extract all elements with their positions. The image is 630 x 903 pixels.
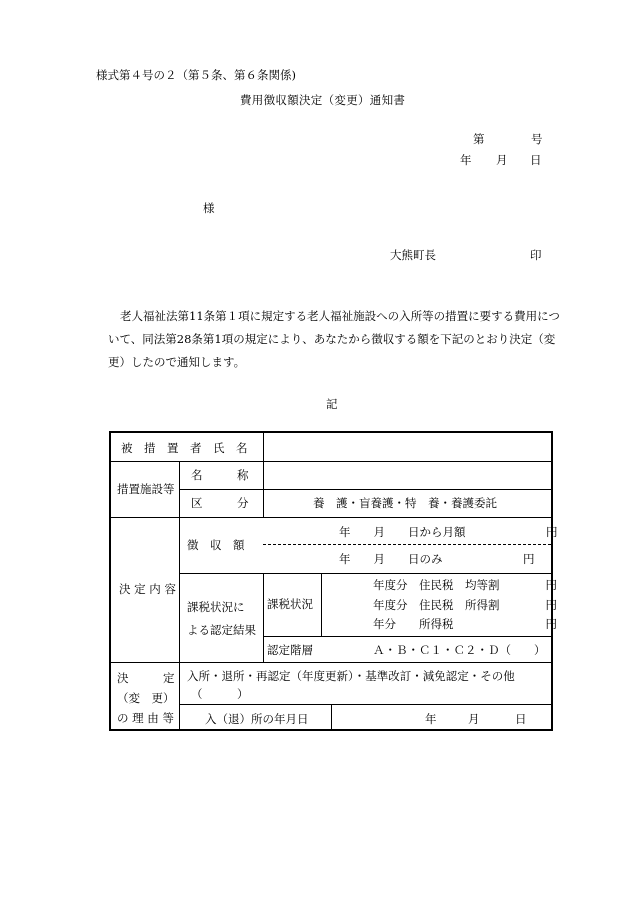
col-line — [321, 573, 322, 636]
reason-label-3: の 理 由 等 — [117, 711, 174, 725]
row-line — [179, 704, 551, 705]
nintei-value: Ａ・Ｂ・Ｃ１・Ｃ２・Ｄ（ ） — [373, 643, 546, 657]
document-title: 費用徴収額決定（変更）通知書 — [240, 93, 406, 107]
entry-day-label: 日 — [515, 712, 527, 726]
decision-label: 決 定 内 容 — [119, 582, 176, 596]
col-line — [331, 704, 332, 729]
row-line — [179, 489, 551, 490]
date-year-label: 年 — [460, 153, 472, 167]
reason-paren: （ ） — [191, 687, 249, 701]
fee-table — [109, 431, 558, 731]
notice-body-text: 老人福祉法第11条第１項に規定する老人福祉施設への入所等の措置に要する費用について、同法第28条第1項の規定により、あなたから徴収する額を下記のとおり決定（変更）したので通知します。 — [108, 309, 560, 369]
nintei-label: 認定階層 — [267, 643, 313, 657]
row-line — [179, 573, 551, 574]
monthly-amount-line: 年 月 日から月額 円 — [339, 525, 558, 539]
name-label: 被 措 置 者 氏 名 — [121, 441, 248, 455]
number-label-dai: 第 — [473, 132, 485, 146]
entry-date-label: 入（退）所の年月日 — [205, 712, 309, 726]
col-line — [263, 433, 264, 461]
date-month-label: 月 — [496, 153, 508, 167]
choshu-label: 徴 収 額 — [187, 538, 245, 552]
row-line — [111, 517, 551, 518]
number-label-go: 号 — [531, 132, 543, 146]
tax-result-label-1: 課税状況に — [187, 600, 245, 614]
row-line — [264, 636, 551, 637]
kubun-value: 養 護・盲養護・特 養・養護委託 — [313, 496, 497, 510]
row-line — [111, 662, 551, 663]
tax-row-1: 年度分 住民税 均等割 円 — [373, 578, 557, 592]
one-time-amount-line: 年 月 日のみ 円 — [339, 552, 535, 566]
form-number: 様式第４号の２（第５条、第６条関係) — [96, 68, 296, 82]
col-line — [179, 461, 180, 662]
reason-text: 入所・退所・再認定（年度更新）・基準改訂・減免認定・その他 — [187, 669, 515, 683]
row-line — [111, 461, 551, 462]
facility-label: 措置施設等 — [117, 482, 175, 496]
seal-mark: 印 — [530, 248, 542, 262]
entry-year-label: 年 — [425, 712, 437, 726]
reason-label-1: 決 定 — [117, 671, 175, 685]
tax-result-label-2: よる認定結果 — [187, 623, 256, 637]
reason-label-2: （変 更） — [117, 691, 175, 705]
addressee-suffix: 様 — [203, 201, 215, 215]
issuer-name: 大熊町長 — [390, 248, 436, 262]
tax-row-3: 年分 所得税 円 — [373, 617, 557, 631]
tax-status-label: 課税状況 — [267, 597, 313, 611]
tax-row-2: 年度分 住民税 所得割 円 — [373, 598, 557, 612]
col-line — [263, 461, 264, 517]
col-line — [179, 662, 180, 729]
entry-month-label: 月 — [468, 712, 480, 726]
dashed-line — [263, 544, 551, 545]
meisho-label: 名 称 — [191, 468, 249, 482]
ki-heading: 記 — [326, 397, 338, 411]
col-line — [263, 573, 264, 662]
kubun-label: 区 分 — [191, 496, 249, 510]
date-day-label: 日 — [530, 153, 542, 167]
